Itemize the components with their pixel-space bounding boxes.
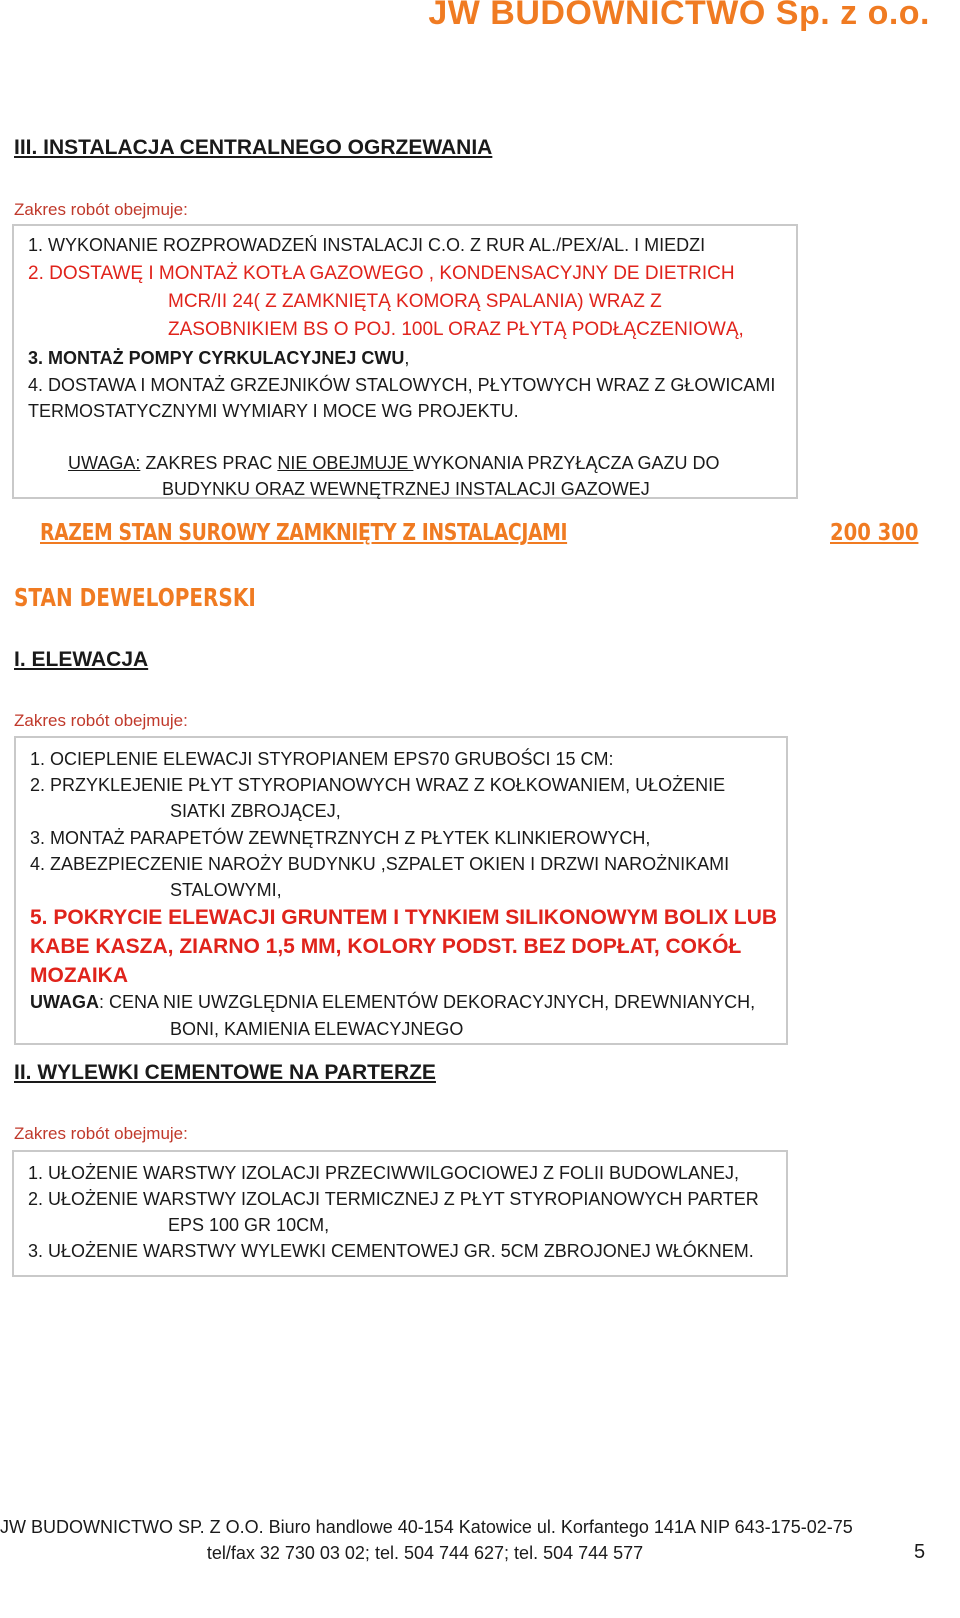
scope-box-co — [12, 224, 798, 499]
list-item-continuation: EPS 100 GR 10CM, — [168, 1215, 330, 1235]
list-item: 2. PRZYKLEJENIE PŁYT STYROPIANOWYCH WRAZ Z KOŁKOWANIEM, UŁOŻENIE — [30, 775, 726, 795]
list-item: 4. ZABEZPIECZENIE NAROŻY BUDYNKU ,SZPALET OKIEN I DRZWI NAROŻNIKAMI — [30, 854, 730, 874]
list-item: 4. DOSTAWA I MONTAŻ GRZEJNIKÓW STALOWYCH, PŁYTOWYCH WRAZ Z GŁOWICAMI — [28, 375, 776, 395]
list-item-highlight: KABE KASZA, ZIARNO 1,5 MM, KOLORY PODST. BEZ DOPŁAT, COKÓŁ — [30, 935, 742, 958]
scope-box-wylewki — [12, 1150, 788, 1277]
list-item-tail: , — [404, 348, 410, 368]
total-value: 200 300 — [830, 520, 919, 546]
footer-phones: tel/fax 32 730 03 02; tel. 504 744 627; tel. 504 744 577 — [206, 1543, 644, 1563]
list-item: 2. UŁOŻENIE WARSTWY IZOLACJI TERMICZNEJ Z PŁYT STYROPIANOWYCH PARTER — [28, 1189, 759, 1209]
note: UWAGA: CENA NIE UWZGLĘDNIA ELEMENTÓW DEKORACYJNYCH, DREWNIANYCH, — [30, 992, 756, 1012]
list-item-continuation: ZASOBNIKIEM BS O POJ. 100L ORAZ PŁYTĄ PODŁĄCZENIOWĄ, — [168, 319, 744, 340]
list-item: 1. OCIEPLENIE ELEWACJI STYROPIANEM EPS70 GRUBOŚCI 15 CM: — [30, 749, 614, 769]
company-name: JW BUDOWNICTWO Sp. z o.o. — [428, 0, 930, 32]
note: UWAGA: ZAKRES PRAC NIE OBEJMUJE WYKONANIA PRZYŁĄCZA GAZU DO — [68, 453, 720, 473]
list-item-highlight: MOZAIKA — [30, 964, 128, 987]
scope-label: Zakres robót obejmuje: — [14, 711, 188, 730]
list-item-continuation: SIATKI ZBROJĄCEJ, — [170, 801, 341, 821]
list-item-continuation: MCR/II 24( Z ZAMKNIĘTĄ KOMORĄ SPALANIA) WRAZ Z — [168, 291, 662, 312]
scope-label: Zakres robót obejmuje: — [14, 1124, 188, 1143]
list-item-bold: 3. MONTAŻ POMPY CYRKULACYJNEJ CWU — [28, 348, 405, 368]
list-item — [28, 349, 409, 367]
section-title-elewacja: I. ELEWACJA — [14, 648, 149, 671]
scope-label: Zakres robót obejmuje: — [14, 200, 188, 219]
section-title-co: III. INSTALACJA CENTRALNEGO OGRZEWANIA — [14, 136, 493, 159]
list-item: 2. DOSTAWĘ I MONTAŻ KOTŁA GAZOWEGO , KONDENSACYJNY DE DIETRICH — [28, 263, 735, 284]
list-item-highlight: 5. POKRYCIE ELEWACJI GRUNTEM I TYNKIEM SILIKONOWYM BOLIX LUB — [30, 906, 778, 929]
note-label: UWAGA: — [68, 453, 141, 473]
note-continuation: BUDYNKU ORAZ WEWNĘTRZNEJ INSTALACJI GAZOWEJ — [162, 479, 650, 499]
list-item: 3. UŁOŻENIE WARSTWY WYLEWKI CEMENTOWEJ GR. 5CM ZBROJONEJ WŁÓKNEM. — [28, 1241, 754, 1261]
total-label: RAZEM STAN SUROWY ZAMKNIĘTY Z INSTALACJAMI — [40, 520, 568, 546]
list-item: 1. UŁOŻENIE WARSTWY IZOLACJI PRZECIWWILGOCIOWEJ Z FOLII BUDOWLANEJ, — [28, 1163, 740, 1183]
footer-address: JW BUDOWNICTWO SP. Z O.O. Biuro handlowe 40-154 Katowice ul. Korfantego 141A NIP 643-175-02-75 — [0, 1517, 853, 1537]
list-item: 3. MONTAŻ PARAPETÓW ZEWNĘTRZNYCH Z PŁYTEK KLINKIEROWYCH, — [30, 828, 651, 848]
list-item: 1. WYKONANIE ROZPROWADZEŃ INSTALACJI C.O. Z RUR AL./PEX/AL. I MIEDZI — [28, 235, 706, 255]
note-continuation: BONI, KAMIENIA ELEWACYJNEGO — [170, 1019, 464, 1039]
section-title-wylewki: II. WYLEWKI CEMENTOWE NA PARTERZE — [14, 1061, 436, 1084]
note-label: UWAGA — [30, 992, 99, 1012]
stage-title: STAN DEWELOPERSKI — [14, 583, 256, 612]
list-item-continuation: TERMOSTATYCZNYMI WYMIARY I MOCE WG PROJEKTU. — [28, 401, 519, 421]
scope-box-elewacja — [14, 736, 788, 1045]
list-item-continuation: STALOWYMI, — [170, 880, 282, 900]
page-number: 5 — [914, 1541, 926, 1563]
